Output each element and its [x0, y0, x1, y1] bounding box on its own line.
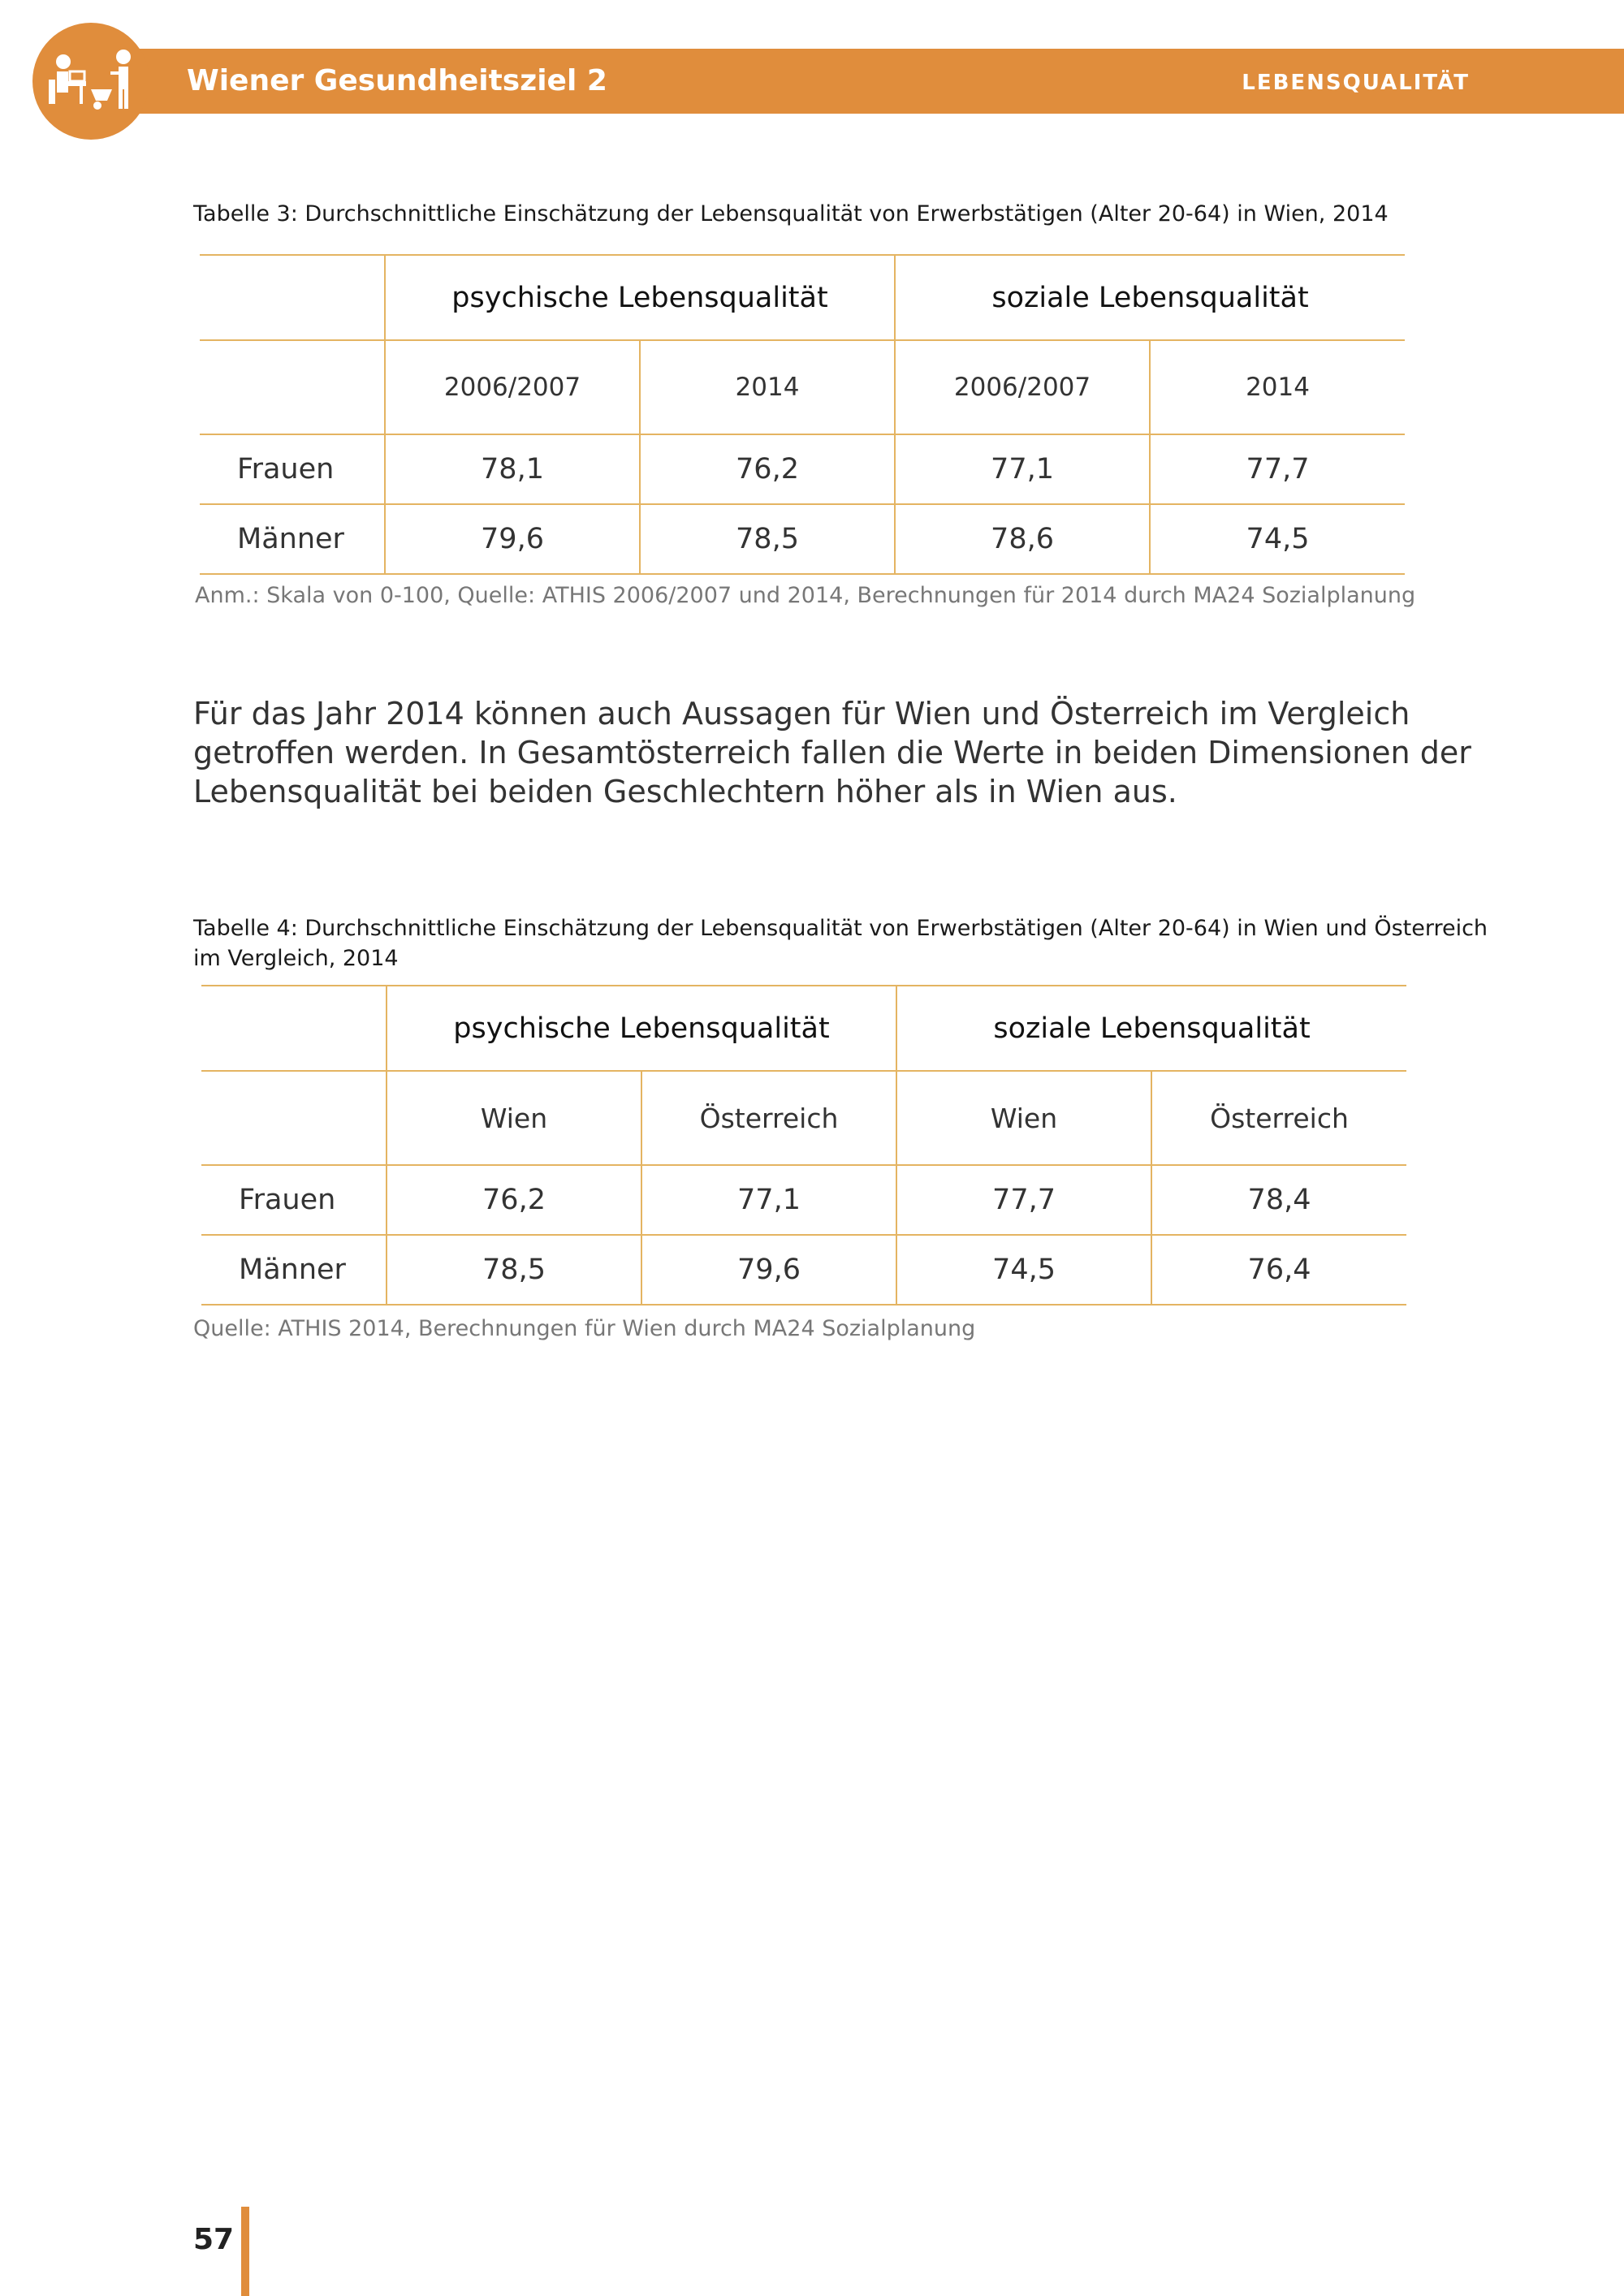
- row-label: Frauen: [200, 434, 385, 504]
- document-title: Wiener Gesundheitsziel 2: [187, 64, 607, 97]
- table3-subheader: 2014: [1150, 340, 1405, 434]
- table-cell: 77,1: [641, 1165, 896, 1235]
- row-label: Männer: [200, 504, 385, 574]
- table-cell: 76,4: [1151, 1235, 1406, 1305]
- table-row: [200, 434, 1405, 504]
- table3-subheader-blank: [200, 340, 385, 434]
- table4-note: Quelle: ATHIS 2014, Berechnungen für Wien durch MA24 Sozialplanung: [193, 1316, 976, 1341]
- row-label: Frauen: [201, 1165, 387, 1235]
- table4-subheader-blank: [201, 1071, 387, 1165]
- table-cell: 78,1: [385, 434, 640, 504]
- table4-corner: [201, 986, 387, 1071]
- table-row: [201, 1235, 1406, 1305]
- table4-subheader: Österreich: [1151, 1071, 1406, 1165]
- table-cell: 76,2: [387, 1165, 641, 1235]
- table-cell: 79,6: [641, 1235, 896, 1305]
- table-cell: 79,6: [385, 504, 640, 574]
- section-label: LEBENSQUALITÄT: [1242, 71, 1470, 95]
- table3-note: Anm.: Skala von 0-100, Quelle: ATHIS 2006/2007 und 2014, Berechnungen für 2014 durch MA24 Sozialplanung: [195, 583, 1416, 608]
- table-cell: 74,5: [896, 1235, 1151, 1305]
- table3-group-psychisch: psychische Lebensqualität: [385, 255, 895, 340]
- table3-subheader: 2006/2007: [385, 340, 640, 434]
- table-cell: 76,2: [640, 434, 895, 504]
- table3-corner: [200, 255, 385, 340]
- page-number-bar: [241, 2207, 249, 2296]
- page-number: 57: [193, 2223, 235, 2256]
- table4: [201, 985, 1406, 1306]
- table-row: [200, 504, 1405, 574]
- table-cell: 78,5: [640, 504, 895, 574]
- table4-caption-line1: Tabelle 4: Durchschnittliche Einschätzung der Lebensqualität von Erwerbstätigen (Alter 20-64) in Wien und Österreich: [193, 916, 1488, 941]
- table3-group-sozial: soziale Lebensqualität: [895, 255, 1405, 340]
- table-row: [201, 1165, 1406, 1235]
- table4-group-sozial: soziale Lebensqualität: [896, 986, 1406, 1071]
- table3-subheader: 2014: [640, 340, 895, 434]
- body-paragraph: Für das Jahr 2014 können auch Aussagen für Wien und Österreich im Vergleich getroffen werden. In Gesamtösterreich fallen die Werte in beiden Dimensionen der Lebensqualität bei beiden Geschlechtern höher als in Wien aus.: [193, 696, 1471, 809]
- table-cell: 78,5: [387, 1235, 641, 1305]
- table4-subheader: Wien: [896, 1071, 1151, 1165]
- table-cell: 77,7: [896, 1165, 1151, 1235]
- table-cell: 74,5: [1150, 504, 1405, 574]
- table-cell: 77,1: [895, 434, 1150, 504]
- table3-subheader: 2006/2007: [895, 340, 1150, 434]
- row-label: Männer: [201, 1235, 387, 1305]
- table3-caption: Tabelle 3: Durchschnittliche Einschätzung der Lebensqualität von Erwerbstätigen (Alter 20-64) in Wien, 2014: [193, 201, 1389, 227]
- table-cell: 77,7: [1150, 434, 1405, 504]
- table4-group-psychisch: psychische Lebensqualität: [387, 986, 896, 1071]
- table4-subheader: Österreich: [641, 1071, 896, 1165]
- table3: [200, 254, 1405, 575]
- table-cell: 78,4: [1151, 1165, 1406, 1235]
- logo-icon: [32, 23, 149, 140]
- table4-caption-line2: im Vergleich, 2014: [193, 946, 399, 971]
- table-cell: 78,6: [895, 504, 1150, 574]
- table4-caption: [193, 913, 1488, 973]
- table4-subheader: Wien: [387, 1071, 641, 1165]
